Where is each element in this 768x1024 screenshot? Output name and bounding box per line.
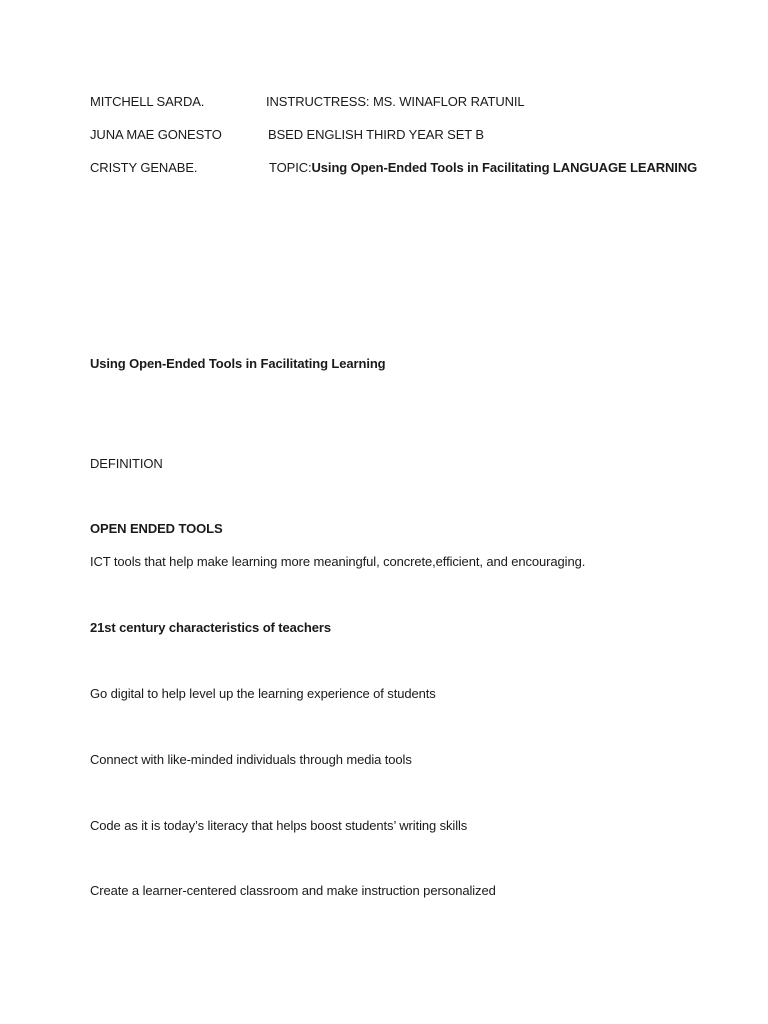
instructress-line: INSTRUCTRESS: MS. WINAFLOR RATUNIL bbox=[266, 94, 525, 109]
student-name-3: CRISTY GENABE. bbox=[90, 160, 198, 175]
characteristic-item: Go digital to help level up the learning experience of students bbox=[90, 686, 436, 701]
term-definition: ICT tools that help make learning more meaningful, concrete,efficient, and encouraging. bbox=[90, 554, 586, 569]
topic-line bbox=[269, 160, 697, 176]
document-title: Using Open-Ended Tools in Facilitating Learning bbox=[90, 356, 386, 371]
student-name-2: JUNA MAE GONESTO bbox=[90, 127, 222, 142]
student-name-1: MITCHELL SARDA. bbox=[90, 94, 205, 109]
characteristic-item: Code as it is today’s literacy that helps boost students’ writing skills bbox=[90, 818, 468, 833]
characteristic-item: Connect with like-minded individuals through media tools bbox=[90, 752, 412, 767]
topic-label: TOPIC: bbox=[269, 160, 312, 175]
course-line: BSED ENGLISH THIRD YEAR SET B bbox=[268, 127, 484, 142]
term-heading: OPEN ENDED TOOLS bbox=[90, 521, 223, 536]
characteristic-item: Create a learner-centered classroom and make instruction personalized bbox=[90, 883, 496, 898]
topic-title: Using Open-Ended Tools in Facilitating LANGUAGE LEARNING bbox=[311, 160, 698, 175]
definition-label: DEFINITION bbox=[90, 456, 163, 471]
section-heading: 21st century characteristics of teachers bbox=[90, 620, 331, 635]
